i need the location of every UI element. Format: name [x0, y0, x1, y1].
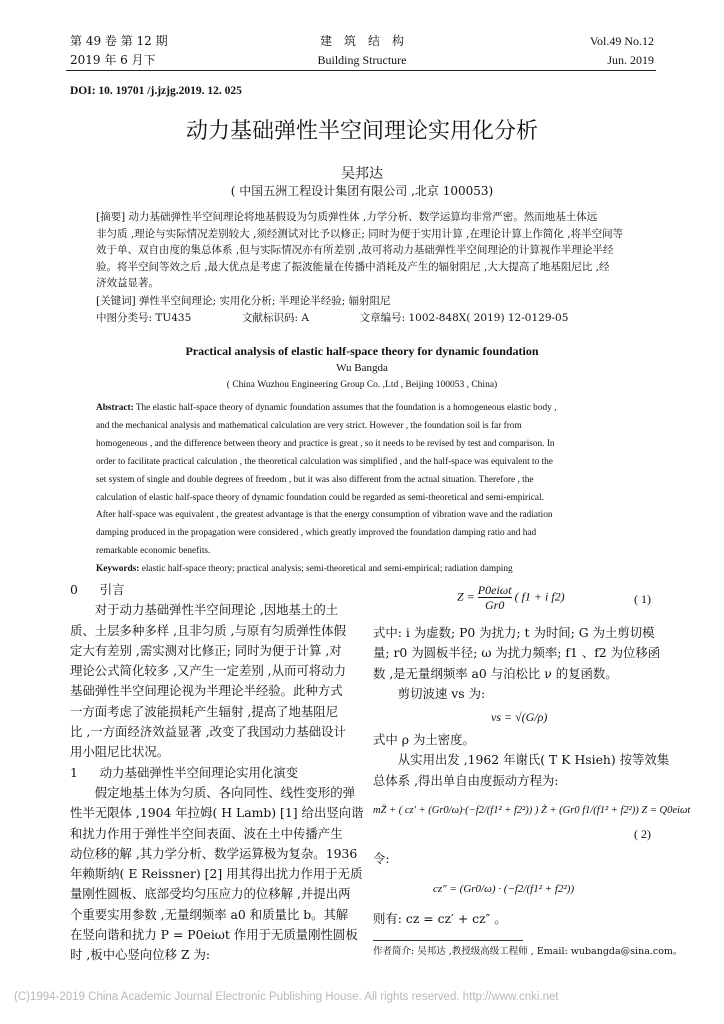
eq1-numerator: P0eiωt: [477, 583, 512, 597]
keywords-zh-label: [关键词]: [96, 294, 136, 307]
then-line: 则有: cz = cz′ + cz″ 。: [373, 911, 507, 927]
rho-desc: 式中 ρ 为土密度。: [373, 732, 475, 748]
clc-number: 中图分类号: TU435: [96, 311, 192, 324]
abstract-en-line: homogeneous , and the difference between theory and practice is great , so it needs to be revised by test and comparison. In: [96, 438, 555, 449]
abstract-en-line: set system of single and double degrees of freedom , but it was also different from the actual situation. Therefore , the: [96, 474, 534, 485]
author-note: 作者简介: 吴邦达 ,教授级高级工程师 , Email: wubangda@sina.com。: [373, 945, 683, 957]
intro-line: 质、土层多种多样 ,且非匀质 ,与原有匀质弹性体假: [70, 622, 346, 638]
author-en: Wu Bangda: [336, 362, 388, 374]
sec1-line: 在竖向谐和扰力 P = P0eiωt 作用于无质量刚性圆板: [70, 927, 358, 943]
section-0-number: 0: [70, 582, 78, 597]
abstract-en-label: Abstract:: [96, 403, 134, 413]
journal-name-zh: 建 筑 结 构: [319, 34, 404, 48]
section-0-title: 引言: [99, 582, 125, 597]
hsieh-line: 总体系 ,得出单自由度振动方程为:: [373, 772, 559, 788]
eq1-desc-line: 式中: i 为虚数; P0 为扰力; t 为时间; G 为土剪切模: [373, 625, 655, 640]
section-1-number: 1: [70, 764, 78, 780]
sec1-line: 性半无限体 ,1904 年拉姆( H Lamb) [1] 给出竖向谐: [70, 805, 364, 821]
title-en: Practical analysis of elastic half-space theory for dynamic foundation: [185, 344, 539, 358]
keywords-zh: 弹性半空间理论; 实用化分析; 半理论半经验; 辐射阻尼: [139, 294, 391, 307]
sec1-line: 动位移的解 ,其力学分析、数学运算极为复杂。1936: [70, 845, 358, 861]
eq1-desc-line: 数 ,是无量纲频率 a0 与泊松比 ν 的复函数。: [373, 665, 618, 681]
sec1-line: 个重要实用参数 ,无量纲频率 a0 和质量比 b。其解: [70, 906, 349, 922]
journal-date: 2019 年 6 月下: [70, 53, 156, 67]
shear-wave-label: 剪切波速 vs 为:: [397, 685, 486, 701]
intro-line: 用小阻尼比状况。: [70, 744, 170, 760]
sec1-line: 时 ,板中心竖向位移 Z 为:: [70, 947, 211, 963]
eq1-lhs: Z =: [457, 589, 475, 604]
eq1-tail: ( f1 + i f2): [514, 589, 565, 604]
equation-1: [373, 583, 657, 623]
abstract-zh-line: 动力基础弹性半空间理论将地基假设为匀质弹性体 ,力学分析、数学运算均非常严密。然而地基土体远: [128, 211, 598, 223]
sec1-line: 假定地基土体为匀质、各向同性、线性变形的弹: [94, 784, 355, 800]
abstract-zh-line: 济效益显著。: [96, 277, 159, 290]
eq2-number: ( 2): [634, 827, 651, 842]
journal-volume: 第 49 卷 第 12 期: [70, 34, 168, 48]
equation-vs: vs = √(G/ρ): [491, 710, 548, 725]
affiliation-en: ( China Wuzhou Engineering Group Co. ,Ltd , Beijing 100053 , China): [226, 380, 498, 390]
intro-line: 对于动力基础弹性半空间理论 ,因地基土的土: [94, 602, 339, 618]
intro-line: 比 ,一方面经济效益显著 ,改变了我国动力基础设计: [70, 724, 346, 740]
abstract-zh-line: 效于单、双自由度的集总体系 ,但与实际情况亦有所差别 ,故可将动力基础弹性半空间理论的计算视作半理论半经: [96, 244, 614, 257]
intro-line: 定大有差别 ,需实测对比修正; 同时为便于计算 ,对: [70, 642, 342, 658]
equation-2: mZ̈ + ( cz′ + (Gr0/ω)·(−f2/(f1² + f2²)) ) Ż + (Gr0 f1/(f1² + f2²)) Z = Q0eiωt: [373, 805, 691, 817]
abstract-zh-line: 非匀质 ,理论与实际情况差别较大 ,须经测试对比予以修正; 同时为便于实用计算 ,在理论计算上作简化 ,将半空间等: [96, 227, 624, 240]
author-zh: 吴邦达: [341, 166, 383, 182]
document-code: 文献标识码: A: [241, 311, 309, 324]
title-zh: 动力基础弹性半空间理论实用化分析: [185, 119, 538, 144]
eq1-number: ( 1): [634, 592, 651, 606]
eq1-denominator: Gr0: [485, 598, 505, 612]
abstract-en-line: The elastic half-space theory of dynamic foundation assumes that the foundation is a homogeneous elastic body ,: [135, 403, 557, 413]
copyright-watermark: (C)1994-2019 China Academic Journal Electronic Publishing House. All rights reserved. http://www.cnki.net: [14, 991, 559, 1003]
let-label: 令:: [373, 851, 390, 867]
sec1-line: 和扰力作用于弹性半空间表面、波在土中传播产生: [70, 825, 343, 841]
journal-date-en: Jun. 2019: [607, 53, 654, 67]
equation-3: cz″ = (Gr0/ω) · (−f2/(f1² + f2²)): [433, 883, 575, 896]
doi: DOI: 10. 19701 /j.jzjg.2019. 12. 025: [70, 85, 242, 97]
intro-line: 一方面考虑了波能损耗产生辐射 ,提高了地基阻尼: [70, 703, 339, 719]
abstract-en-line: calculation of elastic half-space theory of dynamic foundation could be regarded as semi-theoretical and semi-empirical.: [96, 492, 544, 503]
abstract-zh: [96, 209, 666, 326]
abstract-en-line: remarkable economic benefits.: [96, 546, 211, 557]
section-1-title: 动力基础弹性半空间理论实用化演变: [99, 764, 299, 780]
abstract-zh-label: [摘要]: [96, 211, 126, 223]
journal-name-en: Building Structure: [317, 53, 407, 67]
sec1-line: 年赖斯纳( E Reissner) [2] 用其得出扰力作用于无质: [70, 866, 363, 882]
keywords-en-label: Keywords:: [96, 564, 140, 575]
header-rule: [66, 70, 656, 71]
intro-line: 理论公式简化较多 ,又产生一定差别 ,从而可将动力: [70, 663, 346, 679]
abstract-zh-line: 验。将半空间等效之后 ,最大优点是考虑了振波能量在传播中消耗及产生的辐射阻尼 ,大大提高了地基阻尼比 ,经: [96, 260, 610, 273]
abstract-en-line: damping produced in the propagation were considered , which greatly improved the foundation damping ratio and had: [96, 528, 537, 539]
abstract-en: [96, 400, 628, 579]
affiliation-zh: ( 中国五洲工程设计集团有限公司 ,北京 100053): [230, 184, 494, 198]
abstract-en-line: order to facilitate practical calculation , the theoretical calculation was simplified , and the half-space was equivalent to the: [96, 456, 553, 467]
intro-line: 基础弹性半空间理论视为半理论半经验。此种方式: [70, 683, 343, 699]
eq1-desc-line: 量; r0 为圆板半径; ω 为扰力频率; f1 、f2 为位移函: [373, 645, 661, 661]
abstract-en-line: After half-space was equivalent , the greatest advantage is that the energy consumption of vibration wave and the radiation: [96, 510, 553, 521]
hsieh-line: 从实用出发 ,1962 年谢氏( T K Hsieh) 按等效集: [397, 752, 670, 768]
right-column: [373, 583, 691, 960]
abstract-en-line: and the mechanical analysis and mathematical calculation are very strict. However , the foundation soil is far from: [96, 420, 522, 431]
article-number: 文章编号: 1002-848X( 2019) 12-0129-05: [359, 311, 569, 324]
left-column: [70, 580, 362, 966]
journal-vol-en: Vol.49 No.12: [589, 34, 654, 48]
footnote-rule: [373, 940, 523, 941]
keywords-en: elastic half-space theory; practical analysis; semi-theoretical and semi-empirical; radiation damping: [141, 564, 513, 575]
sec1-line: 量刚性圆板、底部受均匀压应力的位移解 ,并提出两: [70, 886, 351, 902]
